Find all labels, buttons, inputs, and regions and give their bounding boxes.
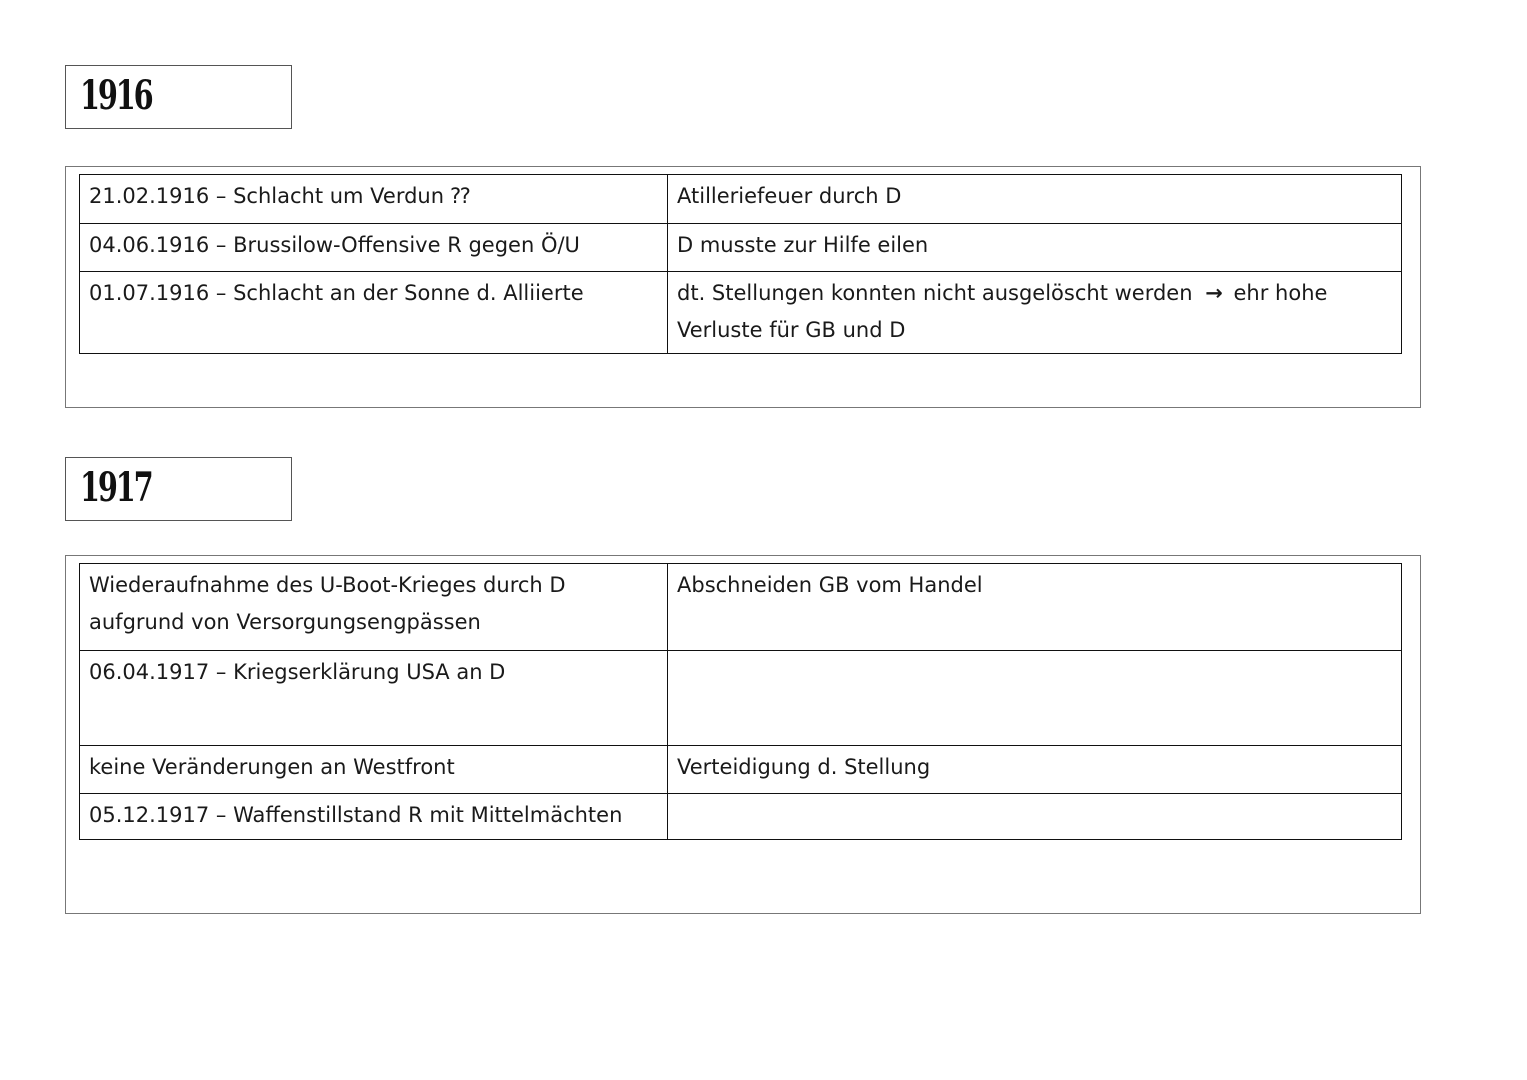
timeline-frame-1917 [65, 555, 1421, 914]
table-row [80, 794, 1402, 840]
event-cell: 04.06.1916 – Brussilow-Offensive R gegen Ö/U [80, 224, 668, 272]
year-heading-box-1917 [65, 457, 292, 521]
note-cell [668, 272, 1402, 354]
arrow-right-icon: → [1205, 281, 1223, 305]
timeline-table-1916 [79, 174, 1402, 354]
table-row [80, 272, 1402, 354]
event-cell: 06.04.1917 – Kriegserklärung USA an D [80, 651, 668, 746]
note-cell: Abschneiden GB vom Handel [668, 564, 1402, 651]
year-heading-1916: 1916 [80, 72, 152, 119]
table-row [80, 746, 1402, 794]
note-cell [668, 651, 1402, 746]
note-cell: D musste zur Hilfe eilen [668, 224, 1402, 272]
timeline-frame-1916 [65, 166, 1421, 408]
note-cell: Atilleriefeuer durch D [668, 175, 1402, 224]
table-row [80, 564, 1402, 651]
note-cell [668, 794, 1402, 840]
event-cell: 01.07.1916 – Schlacht an der Sonne d. Alliierte [80, 272, 668, 354]
table-row [80, 175, 1402, 224]
note-text: dt. Stellungen konnten nicht ausgelöscht werden [677, 281, 1193, 305]
event-cell: keine Veränderungen an Westfront [80, 746, 668, 794]
year-heading-box-1916 [65, 65, 292, 129]
timeline-table-1917 [79, 563, 1402, 840]
note-text: ehr hohe Verluste für GB und D [677, 281, 1328, 342]
table-row [80, 651, 1402, 746]
year-heading-1917: 1917 [80, 464, 152, 511]
event-cell: 05.12.1917 – Waffenstillstand R mit Mittelmächten [80, 794, 668, 840]
table-row [80, 224, 1402, 272]
note-cell: Verteidigung d. Stellung [668, 746, 1402, 794]
event-cell: 21.02.1916 – Schlacht um Verdun ⁇ [80, 175, 668, 224]
event-cell: Wiederaufnahme des U-Boot-Krieges durch D aufgrund von Versorgungsengpässen [80, 564, 668, 651]
